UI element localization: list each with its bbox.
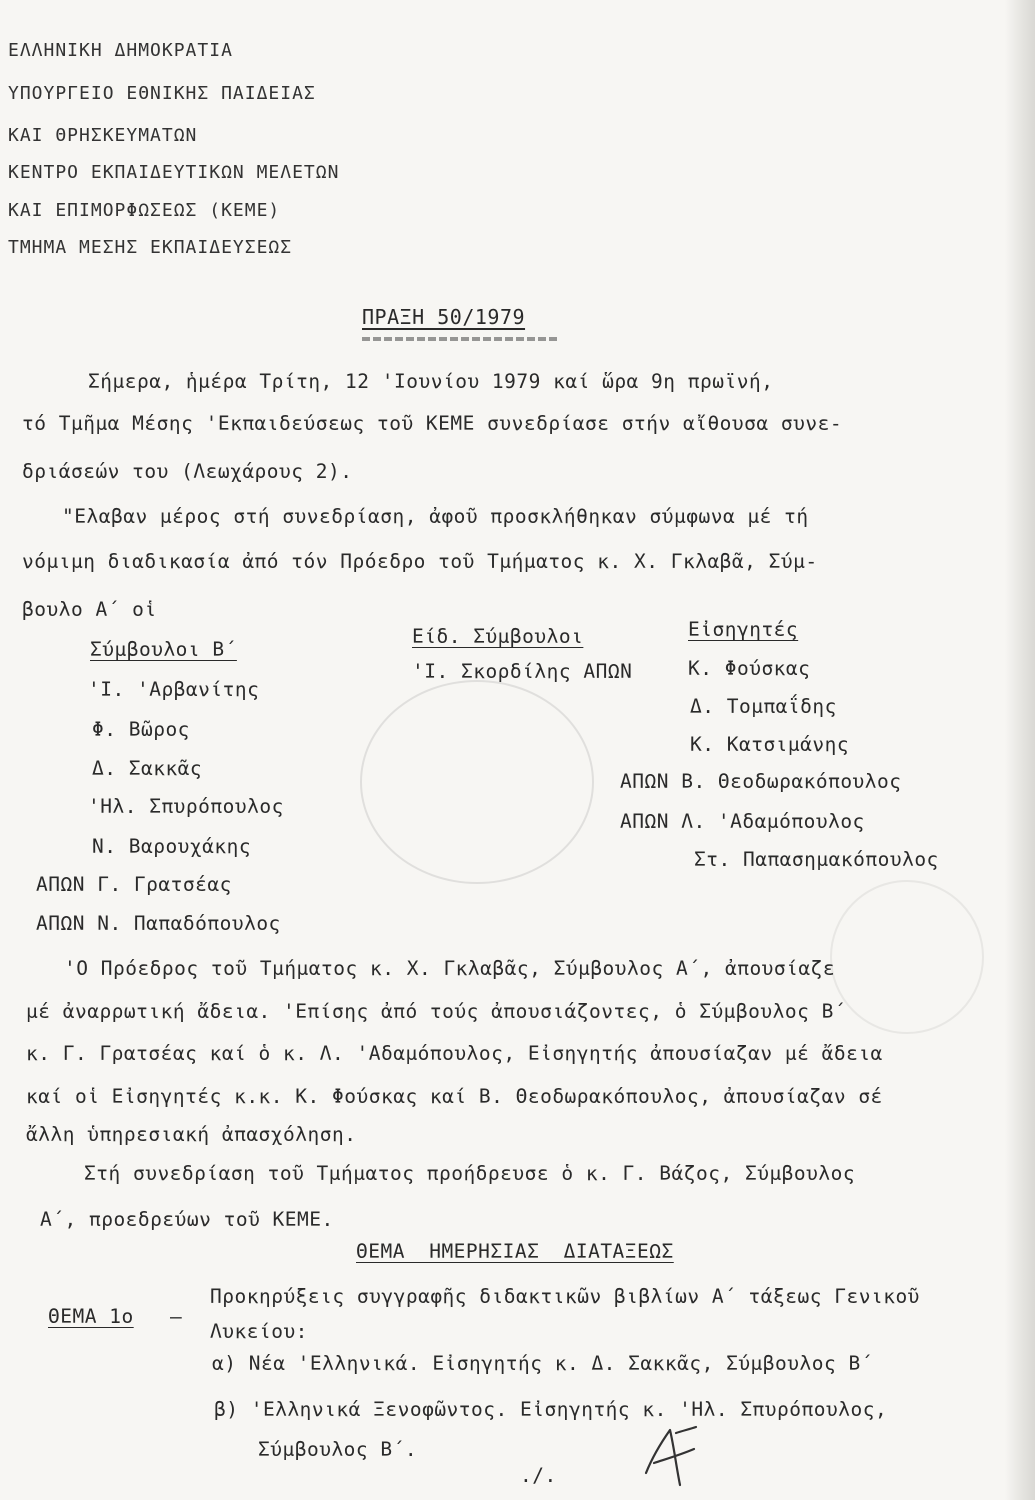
member-b-5: Ν. Βαρουχάκης bbox=[92, 835, 252, 858]
intro-line-1: Σήμερα, ἡμέρα Τρίτη, 12 'Ιουνίου 1979 καί ὥρα 9η πρωϊνή, bbox=[88, 370, 774, 393]
topic-title-line-2: Λυκείου: bbox=[210, 1320, 308, 1343]
absence-line-5: ἄλλη ὑπηρεσιακή ἀπασχόληση. bbox=[26, 1123, 357, 1146]
chair-line-1: Στή συνεδρίαση τοῦ Τμήματος προήδρευσε ὁ κ. Γ. Βάζος, Σύμβουλος bbox=[84, 1162, 856, 1185]
topic-dash: – bbox=[170, 1305, 183, 1328]
intro-line-2: τό Τμῆμα Μέσης 'Εκπαιδεύσεως τοῦ ΚΕΜΕ συνεδρίασε στήν αἴθουσα συνε- bbox=[22, 412, 843, 435]
member-b-4: 'Ηλ. Σπυρόπουλος bbox=[88, 795, 284, 818]
intro-line-4: "Ελαβαν μέρος στή συνεδρίαση, ἀφοῦ προσκλήθηκαν σύμφωνα μέ τή bbox=[62, 505, 809, 528]
member-b-6: ΑΠΩΝ Γ. Γρατσέας bbox=[36, 873, 232, 896]
faint-seal-stamp bbox=[360, 680, 594, 884]
column-heading-special: Είδ. Σύμβουλοι bbox=[412, 625, 584, 648]
intro-line-3: δριάσεών του (Λεωχάρους 2). bbox=[22, 460, 353, 483]
topic-item-b: β) 'Ελληνικά Ξενοφῶντος. Εἰσηγητής κ. 'Ηλ. Σπυρόπουλος, bbox=[214, 1398, 888, 1421]
rapporteur-4: ΑΠΩΝ Β. Θεοδωρακόπουλος bbox=[620, 770, 902, 793]
rapporteur-6: Στ. Παπασημακόπουλος bbox=[694, 848, 939, 871]
chair-line-2: Α΄, προεδρεύων τοῦ ΚΕΜΕ. bbox=[40, 1208, 334, 1231]
intro-line-5: νόμιμη διαδικασία ἀπό τόν Πρόεδρο τοῦ Τμήματος κ. Χ. Γκλαβᾶ, Σύμ- bbox=[22, 550, 818, 573]
topic-title-line-1: Προκηρύξεις συγγραφῆς διδακτικῶν βιβλίων Α΄ τάξεως Γενικοῦ bbox=[210, 1285, 920, 1308]
rapporteur-3: Κ. Κατσιμάνης bbox=[690, 733, 850, 756]
page-continuation-mark: ./. bbox=[520, 1464, 557, 1487]
handwritten-signature bbox=[640, 1425, 700, 1490]
absence-line-2: μέ ἀναρρωτική ἄδεια. 'Επίσης ἀπό τούς ἀπουσιάζοντες, ὁ Σύμβουλος Β΄ bbox=[26, 1000, 847, 1023]
topic-label: ΘΕΜΑ 1ο bbox=[48, 1305, 134, 1328]
faint-seal-stamp-secondary bbox=[830, 880, 984, 1034]
column-heading-rapporteurs: Εἰσηγητές bbox=[688, 618, 799, 641]
column-heading-b: Σύμβουλοι Β΄ bbox=[90, 638, 237, 661]
letterhead-line-1: ΕΛΛΗΝΙΚΗ ΔΗΜΟΚΡΑΤΙΑ bbox=[8, 40, 233, 61]
letterhead-line-4: ΚΕΝΤΡΟ ΕΚΠΑΙΔΕΥΤΙΚΩΝ ΜΕΛΕΤΩΝ bbox=[8, 162, 340, 183]
intro-line-6: βουλο Α΄ οἱ bbox=[22, 598, 157, 621]
member-b-3: Δ. Σακκᾶς bbox=[92, 757, 203, 780]
absence-line-4: καί οἱ Εἰσηγητές κ.κ. Κ. Φούσκας καί Β. Θεοδωρακόπουλος, ἀπουσίαζαν σέ bbox=[26, 1085, 883, 1108]
page-edge-shadow bbox=[1005, 0, 1035, 1500]
member-b-1: 'Ι. 'Αρβανίτης bbox=[88, 678, 260, 701]
member-special-1: 'Ι. Σκορδίλης ΑΠΩΝ bbox=[412, 660, 633, 683]
member-b-2: Φ. Βῶρος bbox=[92, 718, 190, 741]
rapporteur-1: Κ. Φούσκας bbox=[688, 657, 811, 680]
document-title: ΠΡΑΞΗ 50/1979 bbox=[362, 305, 526, 329]
letterhead-line-6: ΤΜΗΜΑ ΜΕΣΗΣ ΕΚΠΑΙΔΕΥΣΕΩΣ bbox=[8, 237, 293, 258]
member-b-7: ΑΠΩΝ Ν. Παπαδόπουλος bbox=[36, 912, 281, 935]
agenda-heading: ΘΕΜΑ ΗΜΕΡΗΣΙΑΣ ΔΙΑΤΑΞΕΩΣ bbox=[356, 1240, 674, 1263]
title-dashed-rule bbox=[362, 337, 558, 341]
absence-line-3: κ. Γ. Γρατσέας καί ὁ κ. Λ. 'Αδαμόπουλος, Εἰσηγητής ἀπουσίαζαν μέ ἄδεια bbox=[26, 1042, 883, 1065]
letterhead-line-2: ΥΠΟΥΡΓΕΙΟ ΕΘΝΙΚΗΣ ΠΑΙΔΕΙΑΣ bbox=[8, 83, 316, 104]
absence-line-1: 'Ο Πρόεδρος τοῦ Τμήματος κ. Χ. Γκλαβᾶς, Σύμβουλος Α΄, ἀπουσίαζε bbox=[64, 957, 836, 980]
rapporteur-2: Δ. Τομπαΐδης bbox=[690, 695, 837, 718]
topic-item-a: α) Νέα 'Ελληνικά. Εἰσηγητής κ. Δ. Σακκᾶς, Σύμβουλος Β΄ bbox=[212, 1352, 873, 1375]
letterhead-line-5: ΚΑΙ ΕΠΙΜΟΡΦΩΣΕΩΣ (ΚΕΜΕ) bbox=[8, 200, 281, 221]
topic-item-b-continued: Σύμβουλος Β΄. bbox=[258, 1438, 418, 1461]
letterhead-line-3: ΚΑΙ ΘΡΗΣΚΕΥΜΑΤΩΝ bbox=[8, 125, 198, 146]
rapporteur-5: ΑΠΩΝ Λ. 'Αδαμόπουλος bbox=[620, 810, 865, 833]
